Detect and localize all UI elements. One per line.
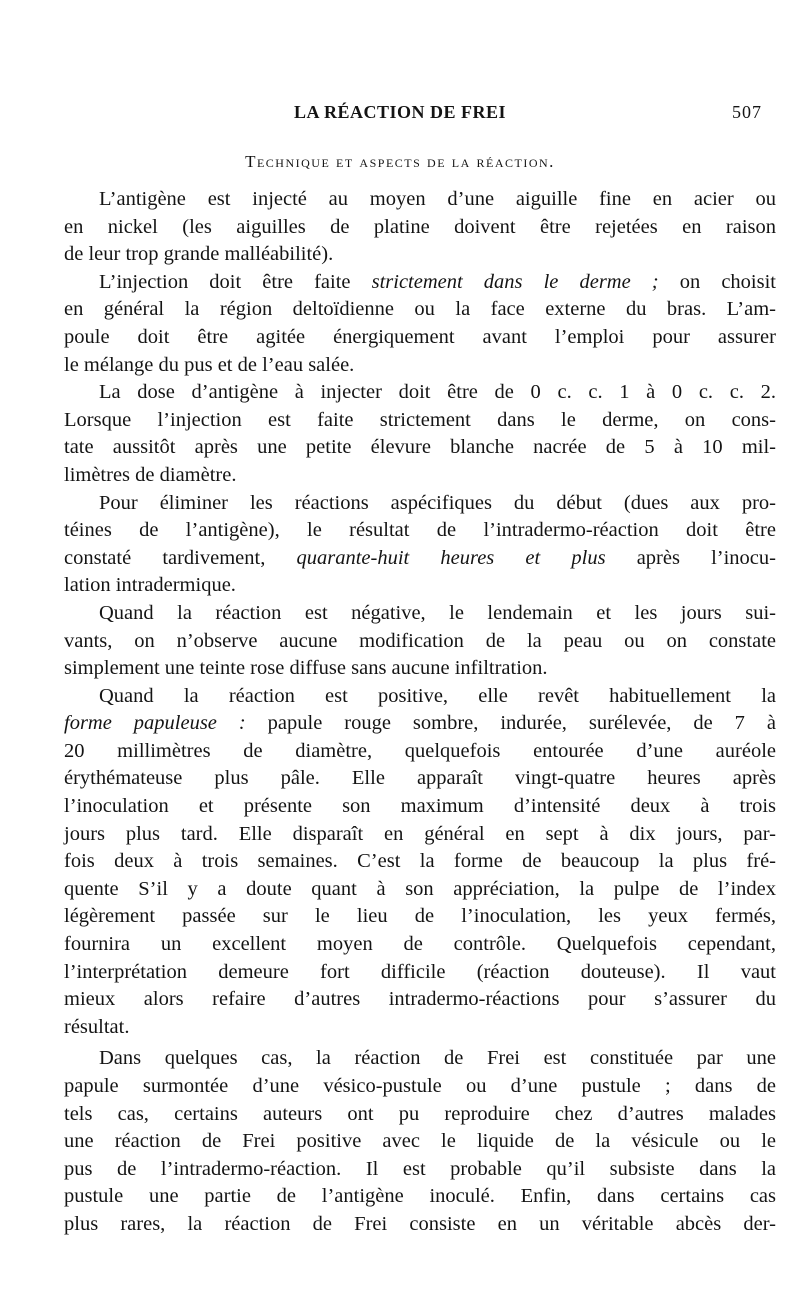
text-line: Pour éliminer les réactions aspécifiques du début (dues aux pro- — [99, 491, 776, 514]
text-line: Quand la réaction est négative, le lendemain et les jours sui- — [99, 601, 776, 624]
text-line: quente S’il y a doute quant à son appréciation, la pulpe de l’index — [64, 877, 776, 900]
text-line: jours plus tard. Elle disparaît en général en sept à dix jours, par- — [64, 822, 776, 845]
text-line: Quand la réaction est positive, elle revêt habituellement la — [99, 684, 776, 707]
text-line: l’interprétation demeure fort difficile (réaction douteuse). Il vaut — [64, 960, 776, 983]
text-line: poule doit être agitée énergiquement avant l’emploi pour assurer — [64, 325, 776, 348]
emphasis-text: forme papuleuse : — [64, 712, 246, 735]
emphasis-text: quarante-huit heures et plus — [296, 546, 606, 569]
text-span: après l’inocu- — [605, 546, 776, 569]
text-line: pustule une partie de l’antigène inoculé. Enfin, dans certains cas — [64, 1185, 776, 1208]
text-line: limètres de diamètre. — [64, 463, 237, 486]
text-line: 20 millimètres de diamètre, quelquefois entourée d’une auréole — [64, 739, 776, 762]
section-heading: Technique et aspects de la réaction. — [245, 152, 555, 171]
text-line: en nickel (les aiguilles de platine doivent être rejetées en raison — [64, 215, 776, 238]
text-line: le mélange du pus et de l’eau salée. — [64, 353, 355, 376]
text-line: tels cas, certains auteurs ont pu reproduire chez d’autres malades — [64, 1102, 776, 1125]
text-line: vants, on n’observe aucune modification de la peau ou on constate — [64, 629, 776, 652]
text-line — [64, 269, 776, 297]
text-line: plus rares, la réaction de Frei consiste en un véritable abcès der- — [64, 1212, 776, 1235]
text-line: mieux alors refaire d’autres intradermo-réactions pour s’assurer du — [64, 988, 776, 1011]
text-line: simplement une teinte rose diffuse sans aucune infiltration. — [64, 657, 548, 680]
text-line: Lorsque l’injection est faite strictement dans le derme, on cons- — [64, 408, 776, 431]
text-line: légèrement passée sur le lieu de l’inoculation, les yeux fermés, — [64, 905, 776, 928]
text-line: fois deux à trois semaines. C’est la forme de beaucoup la plus fré- — [64, 850, 776, 873]
text-span: L’injection doit être faite — [99, 270, 372, 293]
text-span: on choisit — [658, 270, 776, 293]
text-line: érythémateuse plus pâle. Elle apparaît vingt-quatre heures après — [64, 767, 776, 790]
page-number: 507 — [732, 102, 762, 122]
text-line: Dans quelques cas, la réaction de Frei est constituée par une — [99, 1047, 776, 1070]
running-head — [0, 102, 800, 128]
text-line: pus de l’intradermo-réaction. Il est probable qu’il subsiste dans la — [64, 1157, 776, 1180]
text-line: papule surmontée d’une vésico-pustule ou d’une pustule ; dans de — [64, 1075, 776, 1097]
body-text — [64, 186, 776, 1239]
text-line: l’inoculation et présente son maximum d’intensité deux à trois — [64, 795, 776, 818]
text-line: La dose d’antigène à injecter doit être de 0 c. c. 1 à 0 c. c. 2. — [99, 381, 776, 404]
text-line: fournira un excellent moyen de contrôle. Quelquefois cependant, — [64, 933, 776, 956]
text-line: en général la région deltoïdienne ou la face externe du bras. L’am- — [64, 298, 776, 321]
text-line: résultat. — [64, 1015, 130, 1038]
emphasis-text: strictement dans le derme ; — [371, 270, 659, 293]
text-line: L’antigène est injecté au moyen d’une aiguille fine en acier ou — [99, 188, 776, 210]
text-span: constaté tardivement, — [64, 546, 297, 569]
text-line: de leur trop grande malléabilité). — [64, 243, 334, 266]
text-line: téines de l’antigène), le résultat de l’intradermo-réaction doit être — [64, 519, 776, 542]
text-line: une réaction de Frei positive avec le liquide de la vésicule ou le — [64, 1130, 776, 1153]
text-line — [64, 710, 776, 738]
text-line — [64, 545, 776, 573]
text-span: papule rouge sombre, indurée, surélevée, de 7 à — [245, 712, 776, 735]
running-title: LA RÉACTION DE FREI — [293, 102, 507, 122]
text-line: tate aussitôt après une petite élevure blanche nacrée de 5 à 10 mil- — [64, 436, 776, 459]
text-line: lation intradermique. — [64, 574, 236, 597]
